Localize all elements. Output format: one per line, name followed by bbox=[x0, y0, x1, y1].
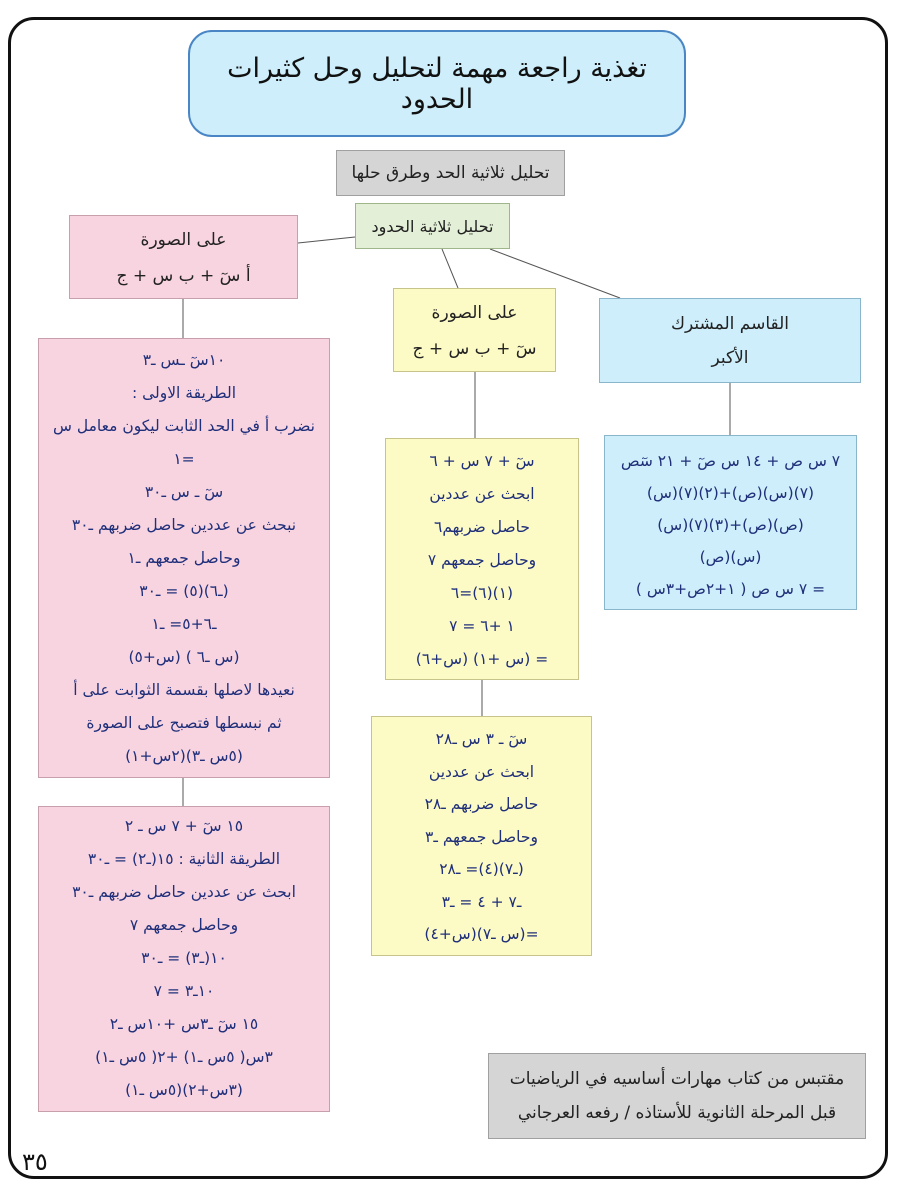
example-line: (٧)(س)(ص)+(٢)(٧)(س) bbox=[646, 484, 815, 502]
example-line: = ٧ س ص ( ١+٢ص+٣س ) bbox=[635, 580, 826, 598]
yellow-example-1 bbox=[385, 438, 579, 680]
example-line: ١٥ سٓ ـ٣س +١٠س ـ٢ bbox=[109, 1015, 259, 1033]
pink-example-1 bbox=[38, 338, 330, 778]
branch-general-line: أ سٓ + ب س + ج bbox=[116, 266, 251, 286]
pink-example-2 bbox=[38, 806, 330, 1112]
example-line: (س)(ص) bbox=[699, 548, 762, 566]
example-line: الطريقة الاولى : bbox=[131, 384, 237, 402]
source-credit-line: مقتبس من كتاب مهارات أساسيه في الرياضيات bbox=[509, 1069, 845, 1089]
branch-general-form bbox=[69, 215, 298, 299]
source-credit bbox=[488, 1053, 866, 1139]
example-line: نبحث عن عددين حاصل ضربهم ـ٣٠ bbox=[71, 516, 297, 534]
example-line: وحاصل جمعهم ٧ bbox=[427, 551, 537, 569]
example-line: نضرب أ في الحد الثابت ليكون معامل س bbox=[53, 417, 315, 435]
example-line: ١ +٦ = ٧ bbox=[449, 617, 515, 635]
subtitle-text: تحليل ثلاثية الحد وطرق حلها bbox=[351, 163, 550, 183]
root-node bbox=[355, 203, 510, 249]
example-line: ١٠(ـ٣) = ـ٣٠ bbox=[141, 949, 227, 967]
example-line: ـ٦+٥= ـ١ bbox=[151, 615, 217, 633]
page-number: ٣٥ bbox=[22, 1148, 48, 1176]
branch-gcf-line: القاسم المشترك bbox=[670, 314, 790, 334]
example-line: وحاصل جمعهم ٧ bbox=[129, 916, 239, 934]
example-line: ٣س( ٥س ـ١) +٢( ٥س ـ١) bbox=[95, 1048, 273, 1066]
example-line: ١٠سٓ ـس ـ٣ bbox=[142, 351, 226, 369]
example-line: ثم نبسطها فتصبح على الصورة bbox=[86, 714, 282, 732]
example-line: (ص)(ص)+(٣)(٧)(س) bbox=[657, 516, 804, 534]
branch-gcf-line: الأكبر bbox=[711, 348, 749, 368]
branch-simple-form bbox=[393, 288, 556, 372]
example-line: (٥س ـ٣)(٢س+١) bbox=[125, 747, 243, 765]
branch-simple-line: على الصورة bbox=[431, 303, 518, 323]
example-line: وحاصل جمعهم ـ١ bbox=[127, 549, 241, 567]
subtitle-box bbox=[336, 150, 565, 196]
example-line: (ـ٦)(٥) = ـ٣٠ bbox=[139, 582, 229, 600]
example-line: ـ٧ + ٤ = ـ٣ bbox=[441, 892, 522, 911]
example-line: ابحث عن عددين bbox=[429, 485, 535, 503]
page-title bbox=[188, 30, 686, 137]
example-line: حاصل ضربهم ـ٢٨ bbox=[424, 795, 539, 813]
yellow-example-2 bbox=[371, 716, 592, 956]
example-line: ابحث عن عددين bbox=[428, 762, 535, 781]
example-line: (١)(٦)=٦ bbox=[450, 584, 514, 602]
example-line: ٧ س ص + ١٤ س صٓ + ٢١ سٓص bbox=[620, 452, 841, 470]
example-line: حاصل ضربهم٦ bbox=[434, 518, 530, 536]
example-line: سٓ ـ ٣ س ـ٢٨ bbox=[435, 730, 528, 748]
branch-gcf bbox=[599, 298, 861, 383]
example-line: (س ـ٦ ) (س+٥) bbox=[128, 648, 240, 666]
example-line: = (س +١) (س+٦) bbox=[415, 650, 549, 668]
example-line: (٣س+٢)(٥س ـ١) bbox=[125, 1081, 243, 1099]
blue-example bbox=[604, 435, 857, 610]
example-line: (ـ٧)(٤)= ـ٢٨ bbox=[439, 860, 524, 878]
example-line: ١٥ سٓ + ٧ س ـ ٢ bbox=[124, 817, 244, 835]
example-line: الطريقة الثانية : ١٥(ـ٢) = ـ٣٠ bbox=[87, 850, 281, 868]
example-line: سٓ ـ س ـ٣٠ bbox=[144, 483, 224, 501]
source-credit-line: قبل المرحلة الثانوية للأستاذه / رفعه العرجاني bbox=[517, 1103, 837, 1123]
example-line: وحاصل جمعهم ـ٣ bbox=[425, 827, 538, 846]
example-line: =(س ـ٧)(س+٤) bbox=[424, 925, 539, 943]
example-line: ابحث عن عددين حاصل ضربهم ـ٣٠ bbox=[72, 883, 296, 901]
root-node-text: تحليل ثلاثية الحدود bbox=[371, 216, 494, 236]
example-line: نعيدها لاصلها بقسمة الثوابت على أ bbox=[73, 681, 295, 699]
example-line: =١ bbox=[173, 450, 195, 468]
example-line: ١٠ـ٣ = ٧ bbox=[153, 982, 215, 1000]
example-line: سٓ + ٧ س + ٦ bbox=[429, 452, 535, 470]
branch-simple-line: سٓ + ب س + ج bbox=[412, 339, 537, 359]
branch-general-line: على الصورة bbox=[140, 230, 227, 250]
page-title-text: تغذية راجعة مهمة لتحليل وحل كثيرات الحدود bbox=[227, 52, 647, 115]
